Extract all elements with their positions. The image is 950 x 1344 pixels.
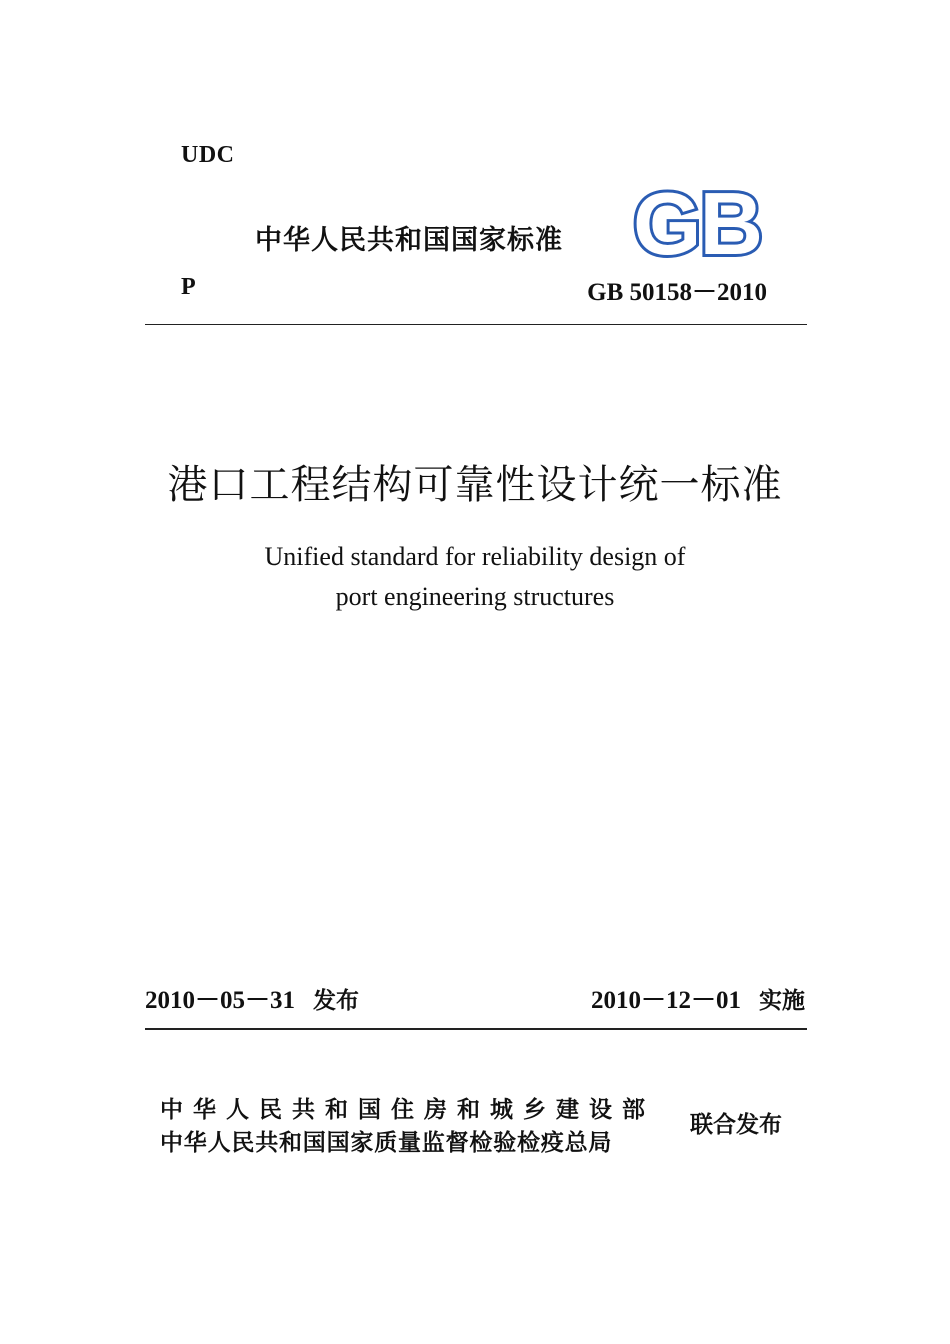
svg-text:GB: GB	[633, 182, 761, 262]
national-standard-label: 中华人民共和国国家标准	[255, 225, 563, 256]
publisher-aqsiq: 中华人民共和国国家质量监督检验检疫总局	[160, 1130, 613, 1156]
title-english-line2: port engineering structures	[335, 582, 615, 611]
publisher-ministry-housing: 中华人民共和国住房和城乡建设部	[160, 1097, 655, 1123]
issue-label: 发布	[313, 988, 360, 1014]
gb-logo	[626, 182, 768, 262]
issue-date-block	[145, 980, 359, 1016]
issue-date: 2010－05－31	[145, 987, 296, 1014]
standard-number: GB 50158－2010	[587, 279, 767, 306]
bottom-divider	[145, 1028, 807, 1030]
implement-date: 2010－12－01	[590, 987, 741, 1014]
joint-publish-label: 联合发布	[690, 1112, 782, 1138]
implement-date-block	[591, 980, 805, 1016]
classification-label: P	[181, 274, 196, 300]
title-chinese: 港口工程结构可靠性设计统一标准	[167, 462, 783, 508]
title-english-line1: Unified standard for reliability design of	[264, 542, 686, 571]
implement-label: 实施	[759, 988, 805, 1014]
top-divider	[145, 324, 807, 325]
udc-label: UDC	[181, 142, 235, 168]
